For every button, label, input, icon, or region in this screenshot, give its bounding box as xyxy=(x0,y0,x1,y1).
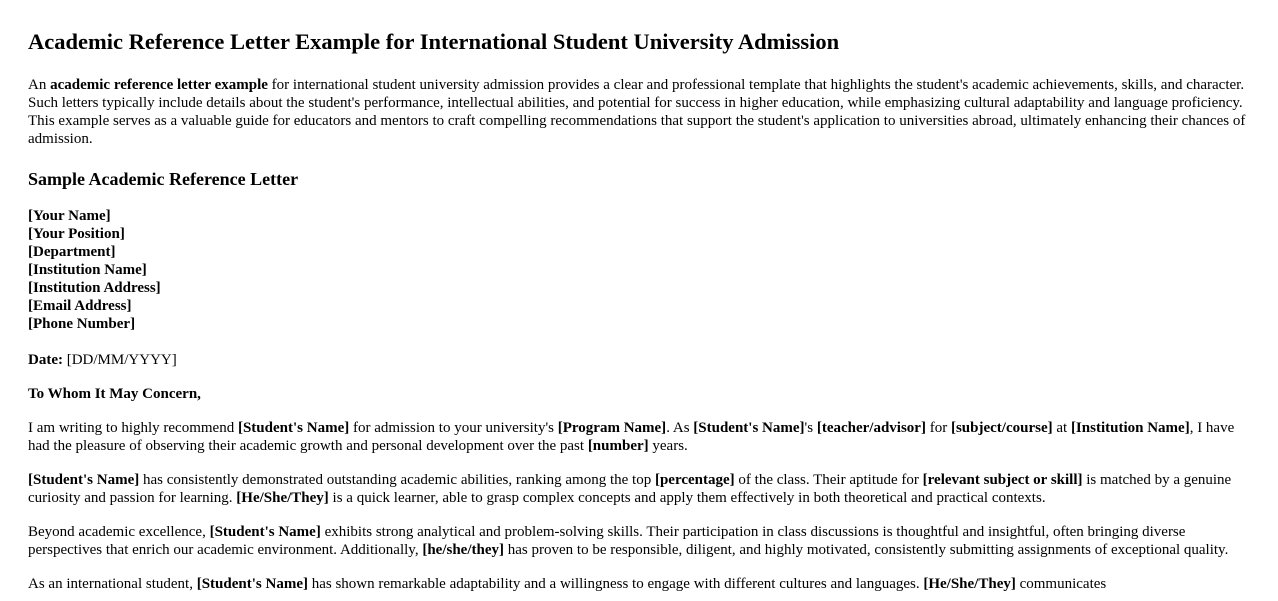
text-run: has proven to be responsible, diligent, and highly motivated, consistently submitting assignments of exceptional quality. xyxy=(504,542,1229,558)
sender-email: [Email Address] xyxy=(28,298,132,314)
text-run: has consistently demonstrated outstanding academic abilities, ranking among the top xyxy=(139,472,655,488)
placeholder-student-name: [Student's Name] xyxy=(237,420,350,436)
placeholder-pronoun: [he/she/they] xyxy=(422,542,504,558)
placeholder-student-name: [Student's Name] xyxy=(196,576,308,592)
sender-block xyxy=(28,207,1250,333)
intro-bold-term: academic reference letter example xyxy=(50,77,268,93)
intro-prefix: An xyxy=(28,77,51,93)
sender-institution: [Institution Name] xyxy=(28,262,147,278)
text-run: 's xyxy=(804,420,817,436)
page-title: Academic Reference Letter Example for International Student University Admission xyxy=(28,29,840,54)
text-run: , I have had the pleasure of observing their academic growth and personal development over the past xyxy=(28,420,1235,454)
text-run: at xyxy=(1052,420,1071,436)
placeholder-percentage: [percentage] xyxy=(654,472,735,488)
placeholder-pronoun: [He/She/They] xyxy=(236,490,329,506)
placeholder-institution-name: [Institution Name] xyxy=(1070,420,1190,436)
placeholder-pronoun: [He/She/They] xyxy=(923,576,1016,592)
text-run: exhibits strong analytical and problem-solving skills. Their participation in class discussions is thoughtful and insightful, often bringing diverse perspectives that enrich our academic environment. Additionally, xyxy=(28,524,1186,558)
placeholder-student-name: [Student's Name] xyxy=(28,472,140,488)
text-run: is matched by a genuine curiosity and passion for learning. xyxy=(28,472,1232,506)
sender-address: [Institution Address] xyxy=(28,280,161,296)
text-run: years. xyxy=(648,438,688,454)
date-value: [DD/MM/YYYY] xyxy=(62,352,177,368)
text-run: . As xyxy=(666,420,694,436)
text-run: for admission to your university's xyxy=(349,420,558,436)
body-paragraph-1 xyxy=(28,419,1250,455)
section-heading: Sample Academic Reference Letter xyxy=(28,169,299,189)
sender-name: [Your Name] xyxy=(28,208,111,224)
placeholder-student-name: [Student's Name] xyxy=(209,524,321,540)
sender-position: [Your Position] xyxy=(28,226,125,242)
text-run: As an international student, xyxy=(28,576,197,592)
salutation: To Whom It May Concern, xyxy=(28,386,201,402)
text-run: is a quick learner, able to grasp complex concepts and apply them effectively in both theoretical and practical contexts. xyxy=(328,490,1046,506)
date-line xyxy=(28,351,1250,369)
placeholder-subject-course: [subject/course] xyxy=(950,420,1053,436)
body-paragraph-3 xyxy=(28,523,1250,559)
body-paragraph-4 xyxy=(28,575,1250,593)
intro-paragraph xyxy=(28,76,1250,148)
placeholder-student-name: [Student's Name] xyxy=(693,420,805,436)
text-run: Beyond academic excellence, xyxy=(28,524,210,540)
placeholder-program-name: [Program Name] xyxy=(557,420,667,436)
date-label: Date: xyxy=(28,352,63,368)
text-run: communicates xyxy=(1015,576,1107,592)
intro-text: for international student university admission provides a clear and professional template that highlights the student's academic achievements, skills, and character. Such letters typically include details about the student's performance, intellectual abilities, and potential for success in higher education, while emphasizing cultural adaptability and language proficiency. This example serves as a valuable guide for educators and mentors to craft compelling recommendations that support the student's application to universities abroad, ultimately enhancing their chances of admission. xyxy=(28,77,1246,147)
text-run: of the class. Their aptitude for xyxy=(734,472,923,488)
body-paragraph-2 xyxy=(28,471,1250,507)
placeholder-teacher-advisor: [teacher/advisor] xyxy=(816,420,926,436)
text-run: for xyxy=(925,420,951,436)
sender-phone: [Phone Number] xyxy=(28,316,136,332)
placeholder-number: [number] xyxy=(587,438,649,454)
sender-department: [Department] xyxy=(28,244,116,260)
text-run: has shown remarkable adaptability and a willingness to engage with different cultures and languages. xyxy=(307,576,924,592)
text-run: I am writing to highly recommend xyxy=(28,420,238,436)
placeholder-subject-skill: [relevant subject or skill] xyxy=(922,472,1083,488)
